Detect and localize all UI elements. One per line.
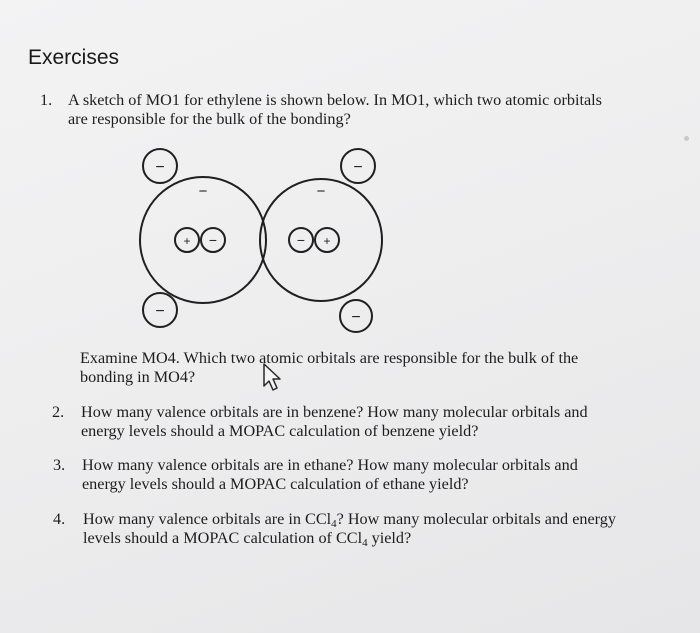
question-2-number: 2. xyxy=(52,403,65,421)
examine-line-1: Examine MO4. Which two atomic orbitals are responsible for the bulk of the xyxy=(80,349,579,367)
right-pair-minus-sign: − xyxy=(296,232,306,248)
left-pair-plus-sign: + xyxy=(183,234,191,248)
mouse-pointer-icon xyxy=(260,362,288,394)
question-3-line-1: How many valence orbitals are in ethane? How many molecular orbitals and xyxy=(82,456,578,474)
question-4-line-1-subscript: 4 xyxy=(331,518,337,530)
right-carbon-sign: − xyxy=(316,183,326,200)
left-pair-minus-sign: − xyxy=(208,232,218,248)
bottom-right-lobe-sign: − xyxy=(351,309,361,326)
question-4-line-1-start: How many valence orbitals are in CCl xyxy=(83,510,332,528)
question-2-line-2: energy levels should a MOPAC calculation of benzene yield? xyxy=(81,422,479,440)
question-4-number: 4. xyxy=(53,510,66,528)
question-1-text xyxy=(68,91,602,129)
section-heading: Exercises xyxy=(28,46,120,69)
paper-speck xyxy=(684,136,689,141)
question-1-line-1: A sketch of MO1 for ethylene is shown below. In MO1, which two atomic orbitals xyxy=(68,91,602,109)
left-carbon-sign: − xyxy=(198,183,208,200)
examine-mo4-text xyxy=(80,349,578,387)
question-2-text xyxy=(81,403,588,441)
question-1-number: 1. xyxy=(40,91,53,109)
ethylene-mo1-diagram xyxy=(130,140,390,340)
question-4-text xyxy=(83,510,616,548)
question-3-number: 3. xyxy=(53,456,66,474)
question-4-line-2-end: yield? xyxy=(367,529,412,547)
right-pair-plus-sign: + xyxy=(323,234,331,248)
question-1-line-2: are responsible for the bulk of the bonding? xyxy=(68,110,351,128)
top-right-lobe-sign: − xyxy=(353,159,363,176)
question-4-line-2-subscript: 4 xyxy=(362,537,368,549)
bottom-left-lobe-sign: − xyxy=(155,303,165,320)
question-3-line-2: energy levels should a MOPAC calculation of ethane yield? xyxy=(82,475,469,493)
question-4-line-2 xyxy=(83,529,616,548)
examine-line-2: bonding in MO4? xyxy=(80,368,196,386)
question-4-line-2-start: levels should a MOPAC calculation of CCl xyxy=(83,529,363,547)
question-3-text xyxy=(82,456,578,494)
top-left-lobe-sign: − xyxy=(155,159,165,176)
question-4-line-1 xyxy=(83,510,616,529)
question-4-line-1-end: ? How many molecular orbitals and energy xyxy=(336,510,616,528)
question-2-line-1: How many valence orbitals are in benzene? How many molecular orbitals and xyxy=(81,403,588,421)
